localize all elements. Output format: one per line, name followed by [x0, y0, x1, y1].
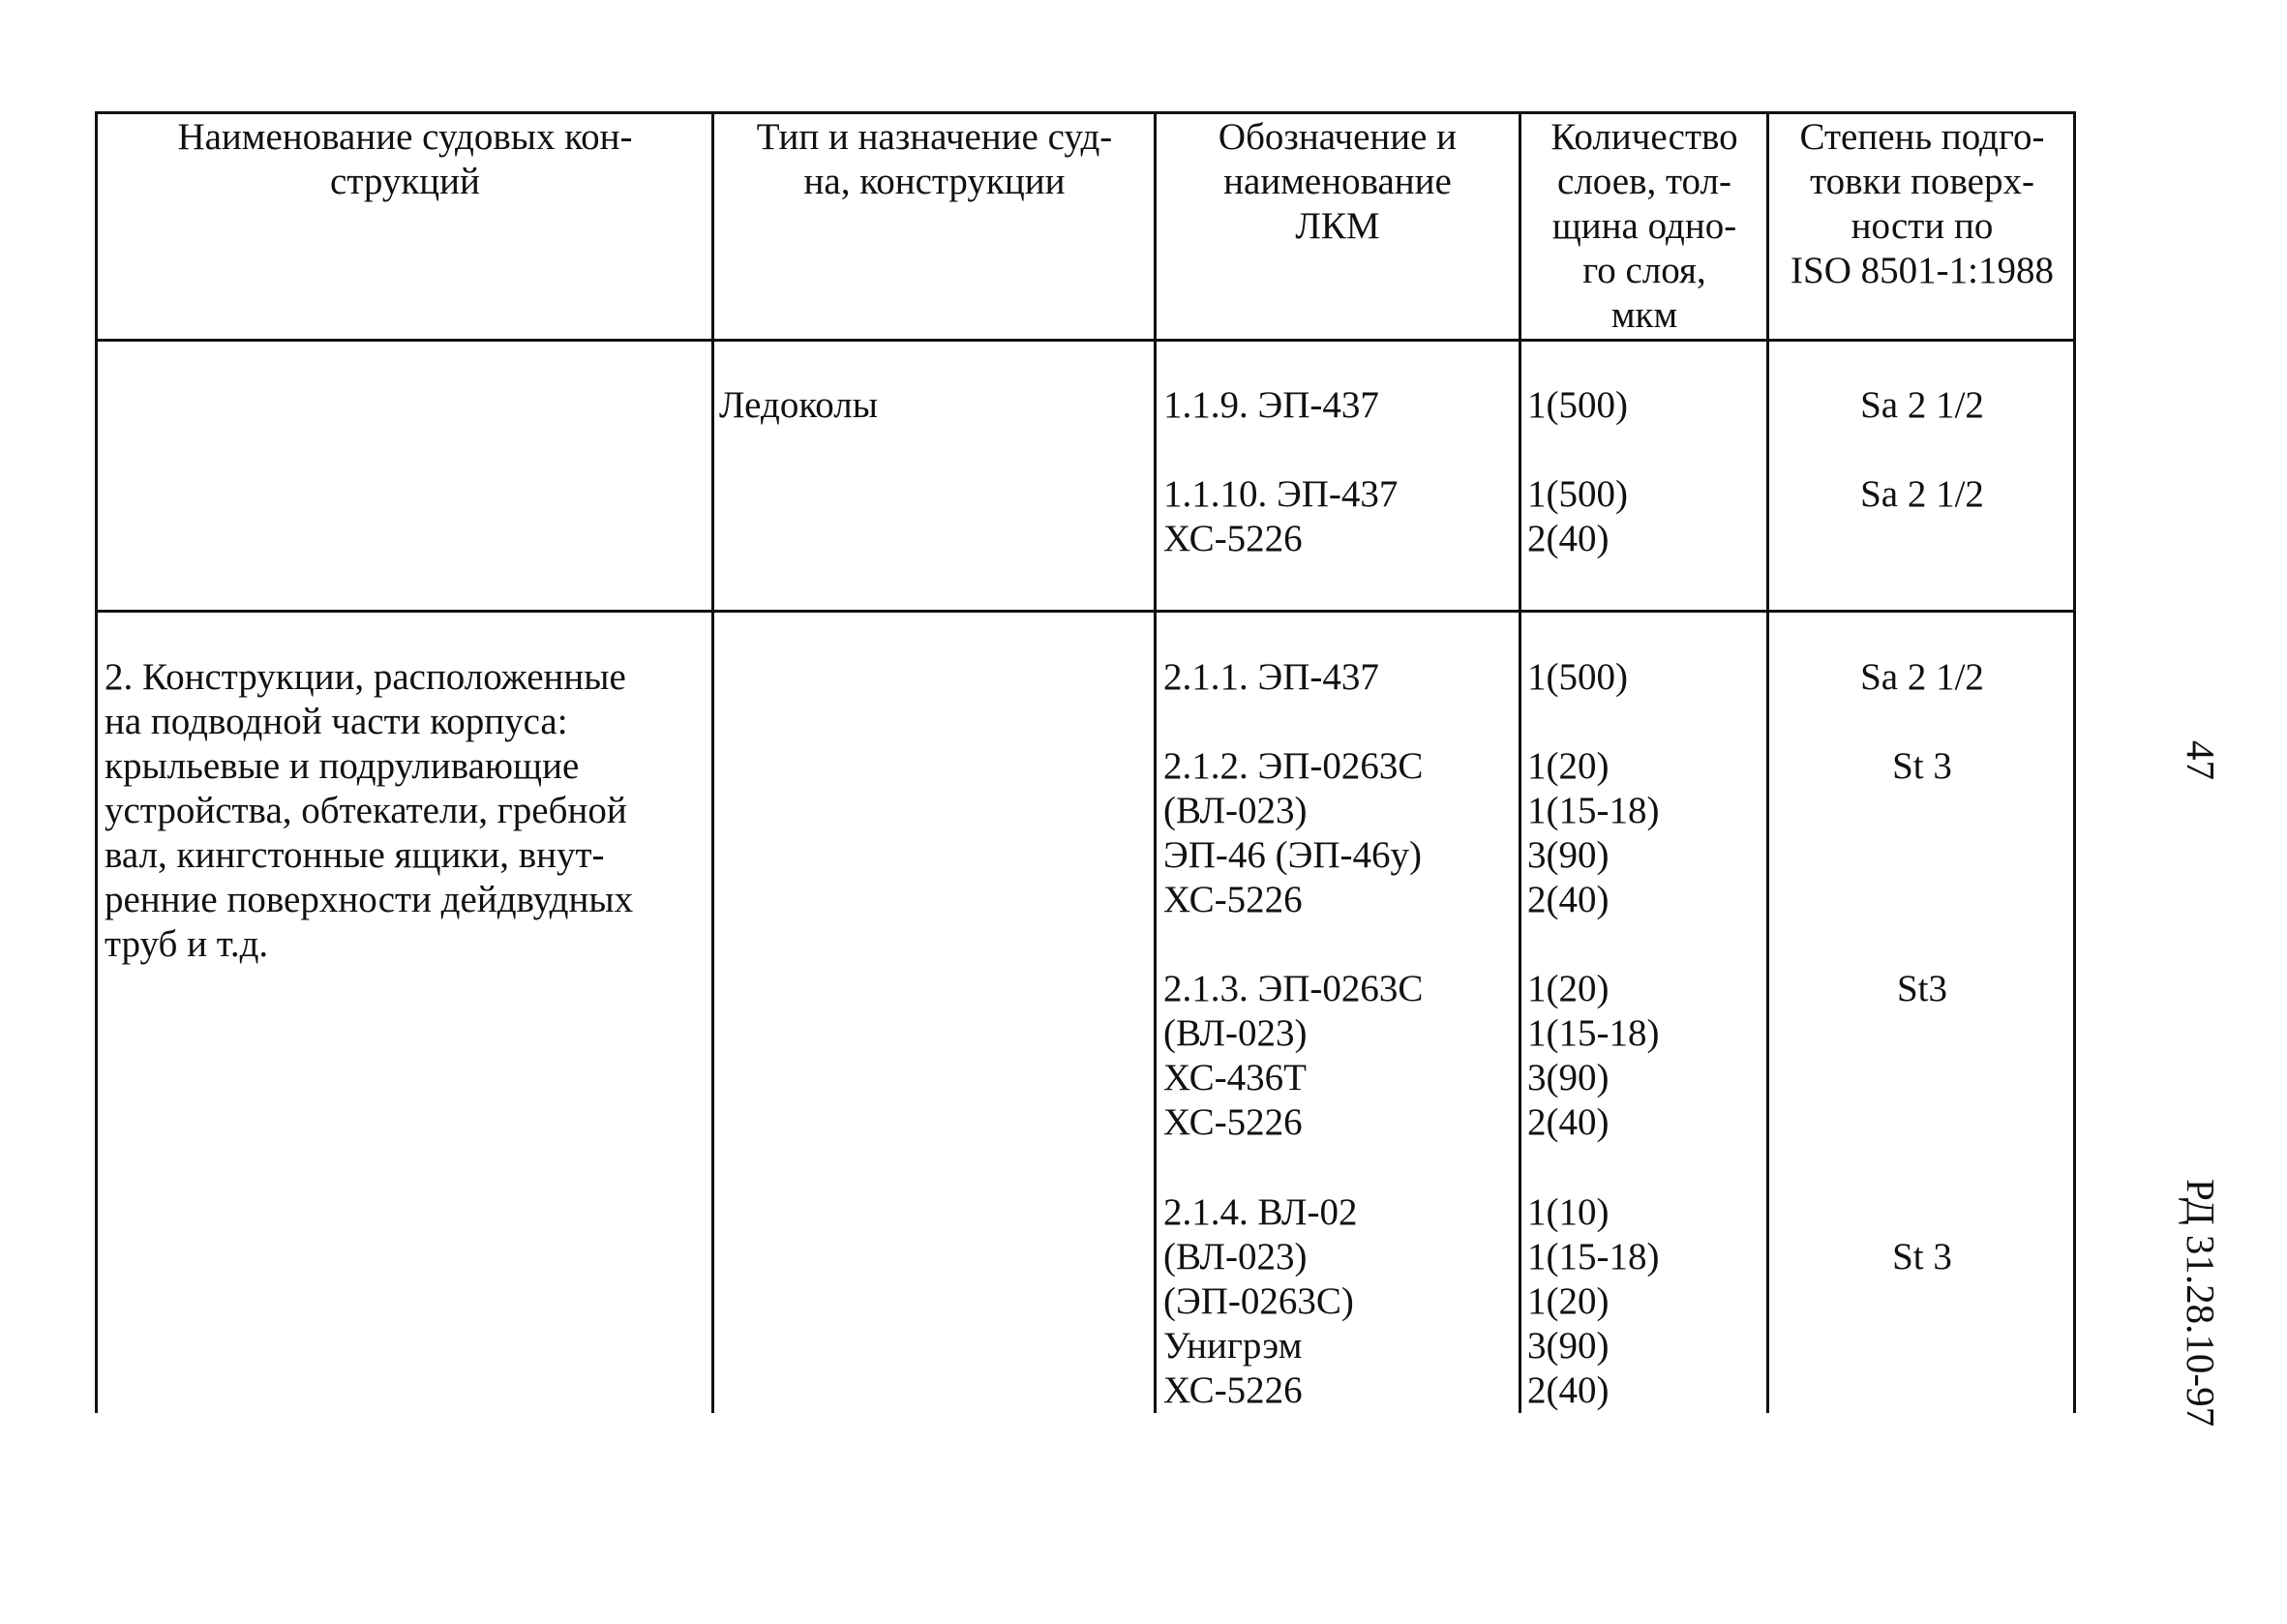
- header-layers: Количество слоев, тол- щина одно- го слоя, мкм: [1550, 116, 1738, 336]
- row-divider: [95, 610, 2076, 613]
- table-border-right: [2073, 111, 2076, 1413]
- row1-group1-layers: 1(500): [1527, 384, 1628, 426]
- page-number: 47: [2179, 740, 2223, 780]
- table-divider-3: [1519, 111, 1521, 1413]
- row2-group1-layers: 1(500): [1527, 656, 1628, 698]
- row1-group2-layers: 1(500) 2(40): [1527, 473, 1628, 559]
- row2-group2-layers: 1(20) 1(15-18) 3(90) 2(40): [1527, 745, 1660, 920]
- table-divider-1: [711, 111, 714, 1413]
- table-border-top: [95, 111, 2076, 114]
- row2-group4-layers: 1(10) 1(15-18) 1(20) 3(90) 2(40): [1527, 1191, 1660, 1411]
- table-divider-2: [1154, 111, 1157, 1413]
- row1-group2-materials: 1.1.10. ЭП-437 ХС-5226: [1163, 473, 1399, 559]
- row2-group3-prep: St3: [1896, 968, 1948, 1009]
- row1-group2-prep: Sa 2 1/2: [1860, 473, 1984, 515]
- row1-group1-materials: 1.1.9. ЭП-437: [1163, 384, 1379, 426]
- row2-group2-prep: St 3: [1892, 745, 1952, 787]
- row2-group1-materials: 2.1.1. ЭП-437: [1163, 656, 1379, 698]
- header-construction: Наименование судовых кон- струкций: [177, 116, 633, 202]
- row2-group3-materials: 2.1.3. ЭП-0263С (ВЛ-023) ХС-436Т ХС-5226: [1163, 968, 1424, 1143]
- row1-ship-type: Ледоколы: [719, 384, 878, 426]
- header-bottom-line: [95, 339, 2076, 342]
- header-ship-type: Тип и назначение суд- на, конструкции: [756, 116, 1113, 202]
- row2-group2-materials: 2.1.2. ЭП-0263С (ВЛ-023) ЭП-46 (ЭП-46у) ХС-5226: [1163, 745, 1424, 920]
- row1-group1-prep: Sa 2 1/2: [1860, 384, 1984, 426]
- row2-group3-layers: 1(20) 1(15-18) 3(90) 2(40): [1527, 968, 1660, 1143]
- table-border-left: [95, 111, 98, 1413]
- row2-group4-prep: St 3: [1892, 1236, 1952, 1278]
- header-surface-prep: Степень подго- товки поверх- ности по ISO 8501-1:1988: [1790, 116, 2054, 291]
- document-code: РД 31.28.10-97: [2179, 1179, 2223, 1428]
- coating-table: [95, 111, 2076, 1413]
- row2-construction: 2. Конструкции, расположенные на подводной части корпуса: крыльевые и подруливающие устройства, обтекатели, гребной вал, кингстонные ящики, внут- ренние поверхности дейдвудных труб и т.д.: [105, 656, 634, 965]
- table-divider-4: [1766, 111, 1769, 1413]
- row2-group4-materials: 2.1.4. ВЛ-02 (ВЛ-023) (ЭП-0263С) Унигрэм ХС-5226: [1163, 1191, 1358, 1411]
- row2-group1-prep: Sa 2 1/2: [1860, 656, 1984, 698]
- header-material: Обозначение и наименование ЛКМ: [1218, 116, 1458, 247]
